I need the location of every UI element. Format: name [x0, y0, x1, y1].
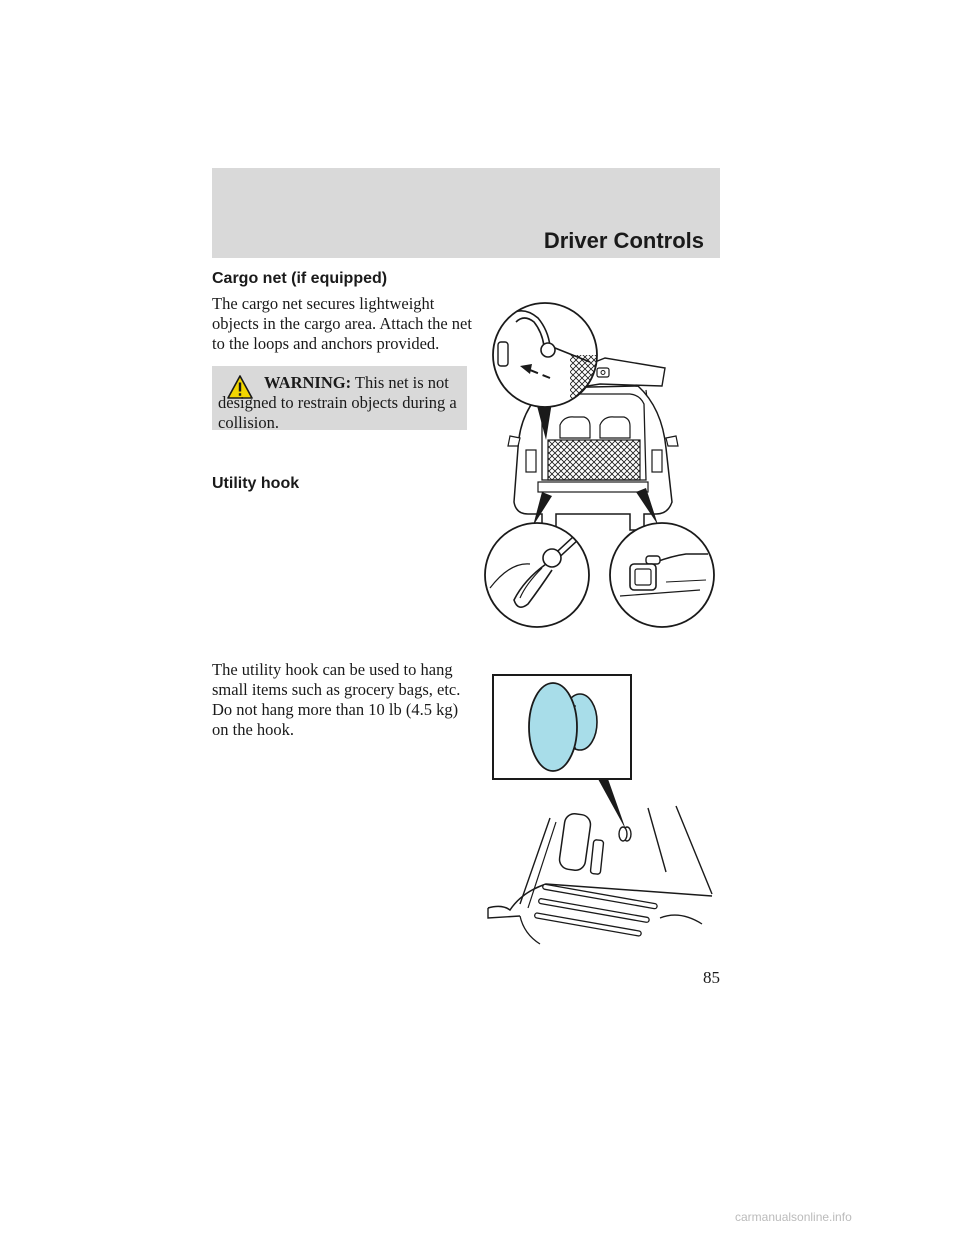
utility-hook-illustration: [480, 672, 725, 950]
watermark: carmanualsonline.info: [735, 1210, 852, 1224]
utility-hook-body: The utility hook can be used to hang small items such as grocery bags, etc. Do not hang more than 10 lb (4.5 kg) on the hook.: [212, 660, 461, 739]
cargo-net-illustration: [480, 300, 725, 635]
section-title: Driver Controls: [543, 228, 704, 253]
cargo-net-body: The cargo net secures lightweight objects in the cargo area. Attach the net to the loops and anchors provided.: [212, 294, 472, 353]
warning-label: WARNING:: [264, 373, 352, 392]
warning-text: This net is not designed to restrain objects during a collision.: [218, 373, 457, 432]
page-number: 85: [703, 968, 720, 987]
warning-text-block: [218, 373, 462, 433]
warning-box: [212, 366, 467, 430]
utility-hook-heading: Utility hook: [212, 475, 300, 492]
cargo-net-heading: Cargo net (if equipped): [212, 270, 388, 287]
section-header-band: [212, 168, 720, 258]
